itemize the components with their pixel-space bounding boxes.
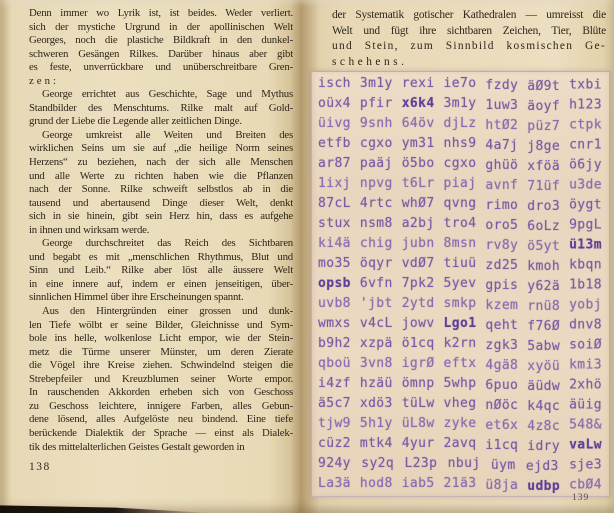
cipher-group: 5whp <box>443 376 477 391</box>
cipher-group: 1b18 <box>569 277 602 293</box>
cipher-group: ä5c7 <box>318 396 351 411</box>
text-line: Strebepfeiler und Kreuzblumen seiner Worte empor. <box>29 372 293 385</box>
cipher-row <box>318 356 602 376</box>
cipher-row <box>318 216 602 236</box>
cipher-group: qboü <box>318 356 351 371</box>
cipher-group: 64öv <box>401 116 435 131</box>
cipher-group: 8msn <box>443 236 477 251</box>
cipher-group: kmi3 <box>569 357 602 373</box>
cipher-group: nØöc <box>485 398 519 413</box>
text-line: George errichtet aus Geschichte, Sage und Mythus <box>42 88 293 101</box>
cipher-group: cnr1 <box>569 137 602 153</box>
cipher-group: dnv8 <box>569 317 602 333</box>
cipher-group: xyöü <box>527 359 561 374</box>
cipher-row <box>318 276 602 296</box>
cipher-group: 'jbt <box>359 296 393 311</box>
cipher-group: 5yev <box>443 276 477 291</box>
cipher-group: yobj <box>569 297 602 313</box>
page-number-left: 138 <box>29 461 51 473</box>
cipher-group: tjw9 <box>318 416 351 431</box>
cipher-group: äüig <box>569 397 602 413</box>
cipher-group: kzem <box>485 298 519 313</box>
cipher-group: djLz <box>443 116 477 131</box>
paragraph <box>29 88 293 129</box>
cipher-row <box>318 316 602 336</box>
cipher-group: 5h1y <box>359 416 393 431</box>
cipher-group: k2rn <box>443 336 477 351</box>
cipher-group: 2xhö <box>569 377 602 393</box>
cipher-group: ar87 <box>318 156 351 171</box>
text-line: Denn immer wo Lyrik ist, ist beides. Weder verliert. <box>29 7 293 19</box>
cipher-group: äüdw <box>527 379 561 394</box>
cipher-group: udbp <box>527 479 561 494</box>
cipher-group: opsb <box>318 276 351 291</box>
text-line: Georges, noch die plastiche Bildkraft in den dunkel- <box>29 34 293 47</box>
cipher-group: qvng <box>443 196 477 211</box>
cipher-group: 6oLz <box>527 219 561 234</box>
cipher-group: t6Lr <box>401 176 435 191</box>
cipher-group: tiuü <box>443 256 477 271</box>
cipher-group: rexi <box>401 76 435 91</box>
cipher-group: zyke <box>443 416 477 431</box>
cipher-group: nsm8 <box>359 216 393 231</box>
cipher-row <box>318 416 602 436</box>
cipher-group: ctpk <box>569 117 602 133</box>
cipher-group: ö1cq <box>401 336 435 351</box>
cipher-group: cüz2 <box>318 436 351 451</box>
cipher-row <box>318 236 602 256</box>
paragraph <box>29 129 293 237</box>
cipher-group: cgxo <box>359 136 393 151</box>
cipher-group: oro5 <box>485 218 519 233</box>
text-line: sich in sie hinein, gibt sein Herz hin, dass es aufgehe <box>29 210 293 223</box>
cipher-group: etfb <box>318 136 351 151</box>
text-line: George durchschreitet das Reich des Sichtbaren <box>42 237 293 250</box>
cipher-group: ü13m <box>569 237 602 253</box>
cipher-group: 5abw <box>527 339 561 354</box>
cipher-row <box>318 96 602 116</box>
cipher-group: hzäü <box>359 376 393 391</box>
cipher-group: 9snh <box>359 116 393 131</box>
cipher-group: 924y <box>318 456 351 471</box>
cipher-group: igrØ <box>401 356 435 371</box>
cipher-group: wmxs <box>318 316 351 331</box>
cipher-group: cgxo <box>443 156 477 171</box>
right-page-text <box>332 8 606 70</box>
cipher-group: öqyr <box>359 256 393 271</box>
cipher-group: u3de <box>569 177 602 193</box>
cipher-group: ö6jy <box>569 157 602 173</box>
cipher-group: ki4ä <box>318 236 351 251</box>
cipher-group: kmoh <box>527 259 561 274</box>
cipher-group: j8ge <box>527 139 561 154</box>
cipher-row <box>318 396 602 416</box>
cipher-row <box>318 376 602 396</box>
text-line: bole ins helle, wolkenlose Licht empor, wie der Stein- <box>29 332 293 345</box>
text-line: in ihnen und wirksam werde. <box>29 223 150 236</box>
text-line: schehens. <box>332 55 408 68</box>
text-line: der Systematik gotischer Kathedralen — umreisst die <box>332 9 606 21</box>
cipher-group: iab5 <box>401 476 435 491</box>
text-line: metz die Türme unserer Münster, um deren Zierate <box>29 345 293 358</box>
text-line: sich der mystiche Urgrund in der apollinischen Welt <box>29 20 293 33</box>
cipher-group: 9pgL <box>569 217 602 233</box>
cipher-group: vheg <box>443 396 477 411</box>
cipher-group: htØ2 <box>485 118 519 133</box>
page-edge-shadow <box>0 504 210 513</box>
cipher-group: npvg <box>359 176 393 191</box>
text-line: zen: <box>29 74 59 87</box>
cipher-group: 6puo <box>485 378 519 393</box>
cipher-group: et6x <box>485 418 519 433</box>
text-line: berückende Dialektik der Sprache — einst als Dialek- <box>29 426 293 439</box>
cipher-group: tro4 <box>443 216 477 231</box>
cipher-group: soiØ <box>569 337 602 353</box>
text-line: In rauschenden Akkorden erheben sich von Geschoss <box>29 386 293 399</box>
cipher-group: rv8y <box>485 238 519 253</box>
cipher-group: uvb8 <box>318 296 351 311</box>
cipher-group: üym <box>490 458 516 473</box>
cipher-group: nhs9 <box>443 136 477 151</box>
cipher-group: öygt <box>569 197 602 213</box>
cipher-group: üivg <box>318 116 351 131</box>
cipher-group: sy2q <box>361 456 395 471</box>
cipher-group: xdö3 <box>359 396 393 411</box>
cipher-group: isch <box>318 76 351 91</box>
cipher-group: ejd3 <box>525 459 559 474</box>
cipher-row <box>318 336 602 356</box>
cipher-group: ghüö <box>485 158 519 173</box>
cipher-row <box>318 116 602 136</box>
cipher-group: ym31 <box>401 136 435 151</box>
left-page-text <box>29 7 293 454</box>
cipher-group: ö5yt <box>527 239 561 254</box>
cipher-group: i4zf <box>318 376 351 391</box>
cipher-group: vdØ7 <box>401 256 435 271</box>
cipher-group: y62ä <box>527 279 561 294</box>
cipher-group: stux <box>318 216 351 231</box>
cipher-group: 7pk2 <box>401 276 435 291</box>
text-line: Sinn und Leib.“ Rilke aber löst alle äussere Welt <box>29 264 293 277</box>
cipher-group: f76Ø <box>527 319 561 334</box>
text-line: dene lösend, alles Aufgelöste neu bindend. Eine tiefe <box>29 413 293 426</box>
text-line: es feste, unverrückbare und unüberschreitbare Gren- <box>29 61 293 74</box>
cipher-group: 4yur <box>401 436 435 451</box>
cipher-group: hod8 <box>359 476 393 491</box>
cipher-group: smkp <box>443 296 477 311</box>
cipher-group: gpis <box>485 278 519 293</box>
text-line: George umkreist alle Weiten und Breiten des <box>42 128 293 141</box>
text-line: in eine innere auf, indem er einen jenseitigen, über- <box>29 277 293 290</box>
cipher-group: idry <box>527 439 561 454</box>
text-line: und begabt es mit „menschlichen Rhythmus, Blut und <box>29 250 293 263</box>
cipher-group: h123 <box>569 97 602 113</box>
cipher-row <box>318 456 602 476</box>
cipher-group: 1uw3 <box>485 98 519 113</box>
text-line: wirklichen Seins um sie auf „die heilige Norm seines <box>29 142 293 155</box>
cipher-group: 71üf <box>527 179 561 194</box>
cipher-group: L23p <box>404 456 438 471</box>
text-line: tik des mittelalterlichen Geistes Gestalt geworden in <box>29 440 245 453</box>
cipher-group: whØ7 <box>401 196 435 211</box>
text-line: zu Geschoss leichtere, innigere Farben, alles Gebun- <box>29 399 293 412</box>
cipher-row <box>318 176 602 196</box>
cipher-group: ömnp <box>401 376 435 391</box>
cipher-group: 1ixj <box>318 176 351 191</box>
cipher-group: jubn <box>401 236 435 251</box>
text-line: nach der Sonne. Rilke schweift selbstlos ab in die <box>29 183 293 196</box>
cipher-group: 4a7j <box>485 138 519 153</box>
cipher-group: 2avq <box>443 436 477 451</box>
cipher-group: tüLw <box>401 396 435 411</box>
cipher-group: rnü8 <box>527 299 561 314</box>
text-line: tausend und abertausend Dinge dieser Welt, denkt <box>29 196 293 209</box>
text-line: Aus den Hintergründen einer grossen und dunk- <box>42 305 293 318</box>
cipher-group: 548& <box>569 417 602 433</box>
cipher-group: 3vn8 <box>359 356 393 371</box>
text-line: Standbilder des Menschtums. Rilke malt auf Gold- <box>29 101 293 114</box>
cipher-group: i1cq <box>485 438 519 453</box>
cipher-group: fzdy <box>485 78 519 93</box>
cipher-group: sje3 <box>569 457 602 473</box>
text-line: die Vögel ihre Kreise ziehen. Schwindelnd steigen die <box>29 359 293 372</box>
cipher-group: v4cL <box>359 316 393 331</box>
cipher-group: avnf <box>485 178 519 193</box>
cipher-group: ie7o <box>443 76 477 91</box>
cipher-group: xföä <box>527 159 561 174</box>
cipher-group: qeht <box>485 318 519 333</box>
paragraph <box>29 305 293 454</box>
cipher-group: rimo <box>485 198 519 213</box>
cipher-row <box>318 76 602 96</box>
cipher-group: a2bj <box>401 216 435 231</box>
cipher-group: 4z8c <box>527 419 561 434</box>
cipher-group: nbuj <box>447 456 481 471</box>
cipher-group: üL8w <box>401 416 435 431</box>
paragraph <box>29 7 293 88</box>
cipher-row <box>318 256 602 276</box>
cipher-group: dro3 <box>527 199 561 214</box>
cipher-group: 87cL <box>318 196 351 211</box>
cipher-group: Lgo1 <box>443 316 477 331</box>
cipher-group: pfir <box>359 96 393 111</box>
cipher-group: 21ä3 <box>443 476 477 491</box>
cipher-group: 6vfn <box>359 276 393 291</box>
cipher-group: cbØ4 <box>569 477 602 493</box>
cipher-group: paäj <box>359 156 393 171</box>
cipher-group: b9h2 <box>318 336 351 351</box>
cipher-slip <box>311 71 610 497</box>
cipher-group: xzpä <box>359 336 393 351</box>
cipher-group: jowv <box>401 316 435 331</box>
cipher-group: 4gä8 <box>485 358 519 373</box>
cipher-group: mtk4 <box>359 436 393 451</box>
cipher-group: eftx <box>443 356 477 371</box>
cipher-group: äoyf <box>527 99 561 114</box>
text-line: len Tiefe wölbt er seine Bilder, Gleichnisse und Sym- <box>29 318 293 331</box>
cipher-group: x6k4 <box>401 96 435 111</box>
cipher-group: vaLw <box>569 437 602 453</box>
cipher-group: püz7 <box>527 119 561 134</box>
cipher-group: kbqn <box>569 257 602 273</box>
cipher-row <box>318 436 602 456</box>
cipher-group: äØ9t <box>527 79 561 94</box>
cipher-group: mo35 <box>318 256 351 271</box>
cipher-group: chig <box>359 236 393 251</box>
cipher-group: zd25 <box>485 258 519 273</box>
text-line: schweren Gesängen Rilkes. Darüber hinaus aber gibt <box>29 47 293 60</box>
paragraph <box>29 237 293 305</box>
cipher-row <box>318 136 602 156</box>
cipher-group: oüx4 <box>318 96 351 111</box>
cipher-row <box>318 296 602 316</box>
text-line: sinnlichen Himmel über ihre Erscheinungen spannt. <box>29 291 244 304</box>
cipher-group: La3ä <box>318 476 351 491</box>
cipher-group: 3m1y <box>359 76 393 91</box>
text-line: Welt und fügt ihre sichtbaren Zeichen, Tier, Blüte <box>332 24 606 37</box>
cipher-row <box>318 476 602 496</box>
text-line: und alle Werte zu richten haben wie die Pflanzen <box>29 169 293 182</box>
cipher-group: 4rtc <box>359 196 393 211</box>
text-line: Herzens“ zu beziehen, nach der sich alle Menschen <box>29 156 293 169</box>
cipher-row <box>318 196 602 216</box>
text-line: grund der Liebe die Legende aller zeitlichen Dinge. <box>29 115 242 128</box>
text-line: und Stein, zum Sinnbild kosmischen Ge- <box>332 40 606 53</box>
cipher-group: 3m1y <box>443 96 477 111</box>
cipher-group: txbi <box>569 77 602 93</box>
cipher-group: ü8ja <box>485 478 519 493</box>
cipher-group: k4qc <box>527 399 561 414</box>
cipher-group: ö5bo <box>401 156 435 171</box>
cipher-row <box>318 156 602 176</box>
cipher-group: 2ytd <box>401 296 435 311</box>
cipher-group: zgk3 <box>485 338 519 353</box>
cipher-group: piaj <box>443 176 477 191</box>
page-number-right: 139 <box>572 493 590 503</box>
